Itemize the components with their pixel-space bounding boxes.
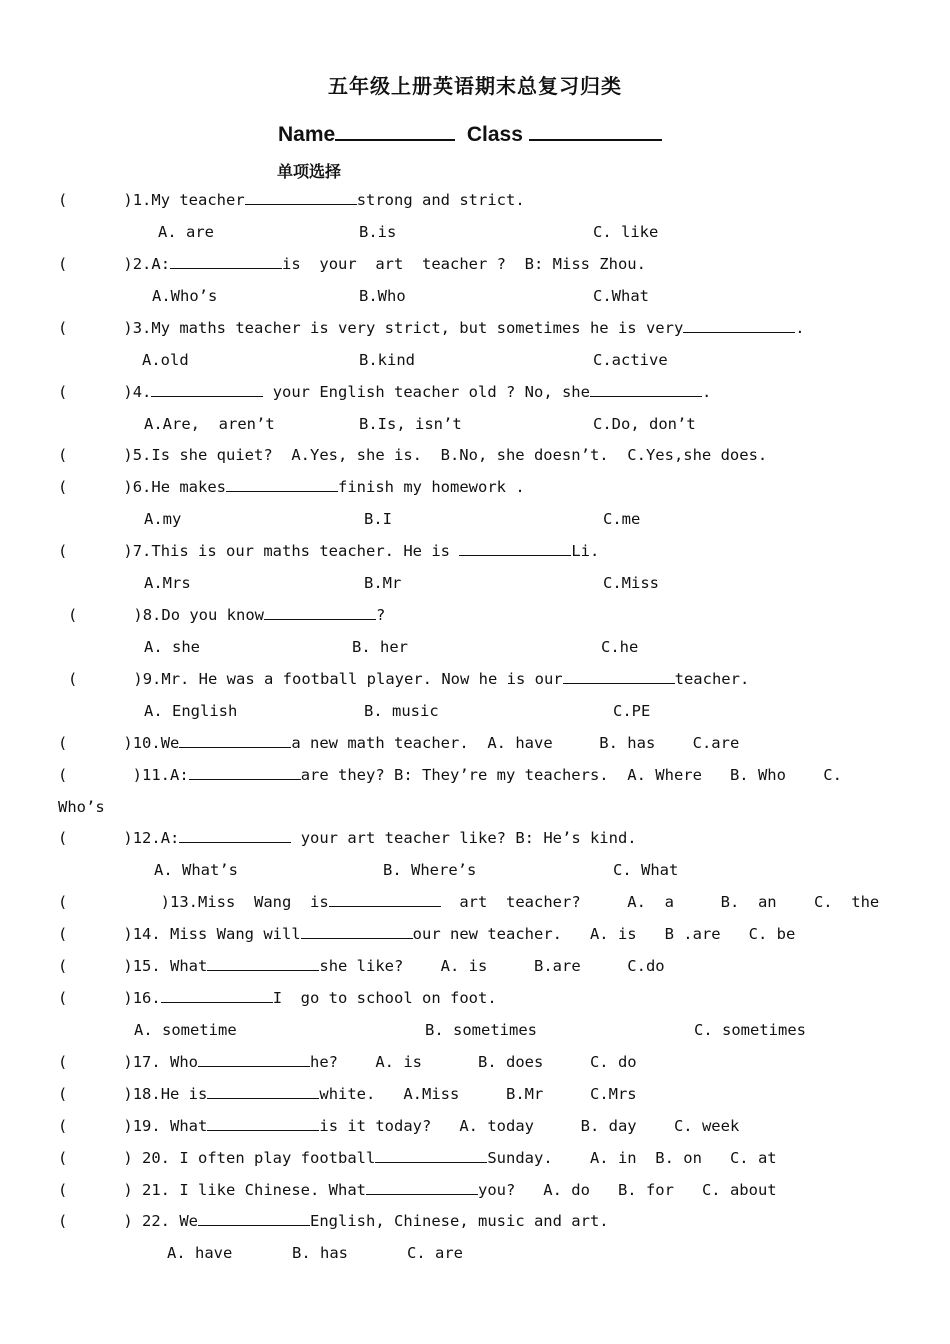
question-11-wrap[interactable]: Who’s bbox=[58, 798, 105, 816]
option-2a[interactable]: A.Who’s bbox=[152, 287, 218, 305]
option-3c[interactable]: C.active bbox=[593, 351, 668, 369]
question-22: ( ) 22. We English, Chinese, music and art. bbox=[58, 1212, 609, 1230]
blank[interactable] bbox=[198, 1211, 310, 1226]
option-9c[interactable]: C.PE bbox=[613, 702, 651, 720]
answer-paren-close[interactable]: ) bbox=[123, 191, 133, 209]
option-12b[interactable]: B. Where’s bbox=[383, 861, 477, 879]
blank[interactable] bbox=[375, 1148, 487, 1163]
question-17: ( )17. Who he? A. is B. does C. do bbox=[58, 1053, 637, 1071]
question-14: ( )14. Miss Wang will our new teacher. A. is B .are C. be bbox=[58, 925, 796, 943]
blank[interactable] bbox=[207, 1084, 319, 1099]
option-2c[interactable]: C.What bbox=[593, 287, 649, 305]
blank[interactable] bbox=[179, 733, 291, 748]
option-22a[interactable]: A. have bbox=[167, 1244, 233, 1262]
blank[interactable] bbox=[207, 956, 319, 971]
question-9: ( )9.Mr. He was a football player. Now he is our teacher. bbox=[68, 670, 750, 688]
question-15: ( )15. What she like? A. is B.are C.do bbox=[58, 957, 665, 975]
name-blank[interactable] bbox=[335, 121, 455, 141]
option-7a[interactable]: A.Mrs bbox=[144, 574, 191, 592]
section-heading: 单项选择 bbox=[277, 162, 342, 181]
option-7b[interactable]: B.Mr bbox=[364, 574, 402, 592]
question-2: ( )2.A: is your art teacher ? B: Miss Zhou. bbox=[58, 255, 646, 273]
option-4b[interactable]: B.Is, isn’t bbox=[359, 415, 462, 433]
option-1c[interactable]: C. like bbox=[593, 223, 659, 241]
question-12: ( )12.A: your art teacher like? B: He’s kind. bbox=[58, 829, 637, 847]
blank[interactable] bbox=[301, 924, 413, 939]
blank[interactable] bbox=[198, 1052, 310, 1067]
question-16: ( )16. I go to school on foot. bbox=[58, 989, 497, 1007]
option-3a[interactable]: A.old bbox=[142, 351, 189, 369]
option-9a[interactable]: A. English bbox=[144, 702, 238, 720]
blank[interactable] bbox=[226, 477, 338, 492]
blank[interactable] bbox=[563, 669, 675, 684]
option-6a[interactable]: A.my bbox=[144, 510, 182, 528]
question-11: ( )11.A: are they? B: They’re my teachers. A. Where B. Who C. bbox=[58, 766, 842, 784]
question-6: ( )6.He makes finish my homework . bbox=[58, 478, 525, 496]
option-4a[interactable]: A.Are, aren’t bbox=[144, 415, 275, 433]
option-16c[interactable]: C. sometimes bbox=[694, 1021, 806, 1039]
option-3b[interactable]: B.kind bbox=[359, 351, 415, 369]
option-7c[interactable]: C.Miss bbox=[603, 574, 659, 592]
question-4: ( )4. your English teacher old ? No, she . bbox=[58, 383, 712, 401]
class-label: Class bbox=[466, 123, 523, 146]
option-8a[interactable]: A. she bbox=[144, 638, 200, 656]
option-22b[interactable]: B. has bbox=[292, 1244, 348, 1262]
blank[interactable] bbox=[170, 254, 282, 269]
page-title: 五年级上册英语期末总复习归类 bbox=[328, 74, 622, 98]
question-10: ( )10.We a new math teacher. A. have B. has C.are bbox=[58, 734, 740, 752]
question-18: ( )18.He is white. A.Miss B.Mr C.Mrs bbox=[58, 1085, 637, 1103]
blank[interactable] bbox=[366, 1180, 478, 1195]
option-16b[interactable]: B. sometimes bbox=[425, 1021, 537, 1039]
blank[interactable] bbox=[179, 828, 291, 843]
option-9b[interactable]: B. music bbox=[364, 702, 439, 720]
option-6b[interactable]: B.I bbox=[364, 510, 392, 528]
option-16a[interactable]: A. sometime bbox=[134, 1021, 237, 1039]
question-20: ( ) 20. I often play football Sunday. A. in B. on C. at bbox=[58, 1149, 777, 1167]
answer-paren-open: ( bbox=[58, 191, 68, 209]
option-2b[interactable]: B.Who bbox=[359, 287, 406, 305]
blank[interactable] bbox=[683, 318, 795, 333]
option-8b[interactable]: B. her bbox=[352, 638, 408, 656]
question-21: ( ) 21. I like Chinese. What you? A. do B. for C. about bbox=[58, 1181, 777, 1199]
question-8: ( )8.Do you know ? bbox=[68, 606, 386, 624]
name-label: Name bbox=[278, 123, 336, 146]
blank[interactable] bbox=[264, 605, 376, 620]
option-1b[interactable]: B.is bbox=[359, 223, 397, 241]
blank[interactable] bbox=[245, 190, 357, 205]
question-3: ( )3.My maths teacher is very strict, but sometimes he is very . bbox=[58, 319, 805, 337]
option-22c[interactable]: C. are bbox=[407, 1244, 463, 1262]
option-4c[interactable]: C.Do, don’t bbox=[593, 415, 696, 433]
question-7: ( )7.This is our maths teacher. He is Li. bbox=[58, 542, 600, 560]
option-12c[interactable]: C. What bbox=[613, 861, 679, 879]
option-12a[interactable]: A. What’s bbox=[154, 861, 238, 879]
option-6c[interactable]: C.me bbox=[603, 510, 641, 528]
question-1: ( )1.My teacher strong and strict. bbox=[58, 191, 525, 209]
option-8c[interactable]: C.he bbox=[601, 638, 639, 656]
option-1a[interactable]: A. are bbox=[158, 223, 214, 241]
blank[interactable] bbox=[161, 988, 273, 1003]
blank[interactable] bbox=[329, 892, 441, 907]
blank[interactable] bbox=[207, 1116, 319, 1131]
class-blank[interactable] bbox=[529, 121, 662, 141]
question-13: ( )13.Miss Wang is art teacher? A. a B. an C. the bbox=[58, 893, 880, 911]
blank[interactable] bbox=[459, 541, 571, 556]
name-class-line bbox=[278, 121, 662, 147]
blank[interactable] bbox=[151, 382, 263, 397]
blank[interactable] bbox=[189, 765, 301, 780]
blank[interactable] bbox=[590, 382, 702, 397]
question-19: ( )19. What is it today? A. today B. day C. week bbox=[58, 1117, 740, 1135]
question-5: ( )5.Is she quiet? A.Yes, she is. B.No, she doesn’t. C.Yes,she does. bbox=[58, 446, 768, 464]
